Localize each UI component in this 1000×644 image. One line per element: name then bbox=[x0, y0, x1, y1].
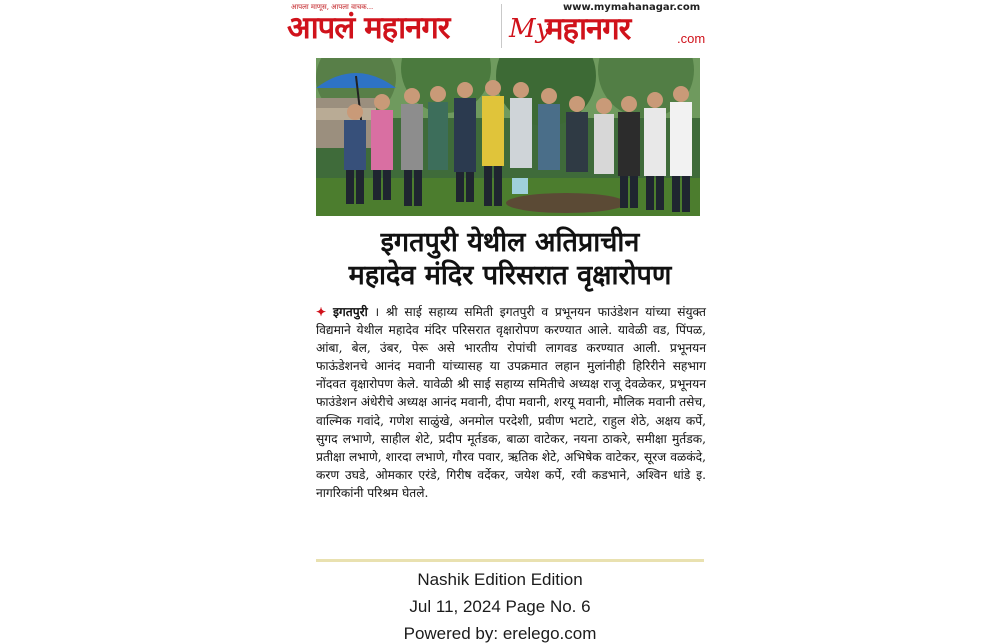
powered-by-label: Powered by: erelego.com bbox=[403, 624, 597, 643]
article-bottom-rule bbox=[316, 559, 704, 562]
masthead-right-title: महानगर bbox=[545, 11, 631, 47]
masthead bbox=[287, 0, 715, 54]
masthead-dotcom: .com bbox=[677, 31, 706, 46]
headline-line-1: इगतपुरी येथील अतिप्राचीन bbox=[380, 227, 640, 258]
article-body bbox=[316, 303, 706, 502]
edition-label: Nashik Edition Edition bbox=[417, 570, 583, 589]
masthead-left-title: आपलं महानगर bbox=[287, 10, 450, 46]
date-page-label: Jul 11, 2024 Page No. 6 bbox=[409, 597, 591, 616]
masthead-url: www.mymahanagar.com bbox=[563, 2, 701, 13]
masthead-tagline: आपला माणूस, आपला वाचक... bbox=[291, 3, 374, 11]
plantation-photo bbox=[316, 58, 700, 216]
masthead-my-logo: My bbox=[509, 14, 551, 44]
dateline: इगतपुरी bbox=[332, 305, 368, 319]
newspaper-clipping bbox=[287, 0, 715, 644]
article-text: श्री साई सहाय्य समिती इगतपुरी व प्रभूनयन फाउंडेशन यांच्या संयुक्त विद्यमाने येथील महादेव मंदिर परिसरात वृक्षारोपण करण्यात आले. यावेळी वड, पिंपळ, आंबा, बेल, उंबर, पेरू असे भारतीय रोपांची लागवड करण्यात आली. प्रभूनयन फाऊंडेशनचे आनंद मवानी यांच्यासह या उपक्रमात लहान मुलांनीही हिरिरीने सहभाग नोंदवत वृक्षारोपण केले. यावेळी श्री साई सहाय्य समितीचे अध्यक्ष राजू देवळेकर, प्रभूनयन फाउंडेशन अंधेरीचे अध्यक्ष आनंद मवानी, दीपा मवानी, शरयू मवानी, मौलिक मवानी तसेच, वाल्मिक गवांदे, गणेश साळुंखे, अनमोल परदेशी, प्रवीण भटाटे, राहुल शेठे, अक्षय कर्पे, सुगद लभाणे, साहील शेटे, प्रदीप मूर्तडक, बाळा वाटेकर, नयना ठाकरे, समीक्षा मुर्तडक, प्रतीक्षा लभाणे, शारदा लभाणे, गौरव पवार, ऋतिक शेटे, अभिषेक वाटेकर, सूरज वळकंदे, करण उघडे, ओमकार एरंडे, गिरीष वर्देकर, जयेश कर्पे, रवी कडभाने, अश्विन धांडे इ. नागरिकांनी परिश्रम घेतले. bbox=[316, 305, 706, 500]
bullet-icon: ✦ bbox=[316, 305, 327, 319]
tree-plantation-group-photo-icon bbox=[316, 58, 700, 216]
masthead-divider bbox=[501, 4, 502, 48]
dateline-separator: । bbox=[367, 305, 386, 319]
article-headline bbox=[309, 226, 711, 292]
headline-line-2: महादेव मंदिर परिसरात वृक्षारोपण bbox=[348, 260, 672, 291]
